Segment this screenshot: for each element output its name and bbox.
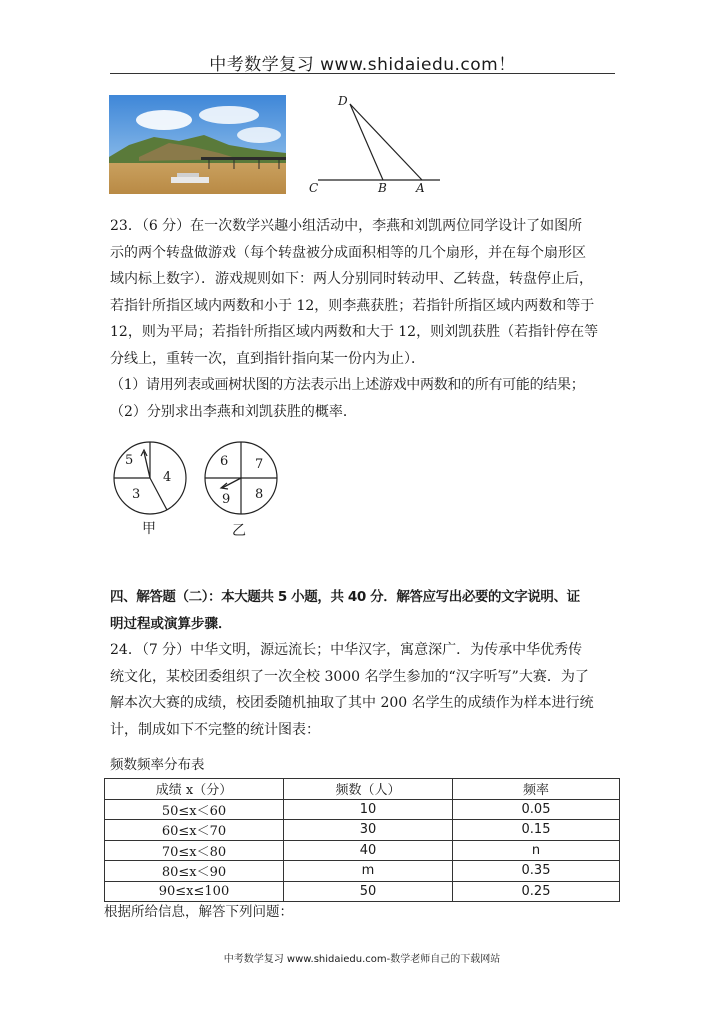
table-cell: 0.15 (453, 820, 620, 841)
table-cell: 0.35 (453, 861, 620, 882)
table-cell: 50≤x＜60 (105, 799, 284, 820)
q24-line: 计，制成如下不完整的统计图表： (110, 721, 320, 738)
q23-line: 若指针所指区域内两数和小于 12，则李燕获胜；若指针所指区域内两数和等于 (110, 297, 595, 314)
q24-line: 解本次大赛的成绩，校团委随机抽取了其中 200 名学生的成绩作为样本进行统 (110, 695, 594, 711)
spinner-yi-number: 7 (255, 457, 264, 472)
q24-line: 24．（7 分）中华文明，源远流长；中华汉字，寓意深广．为传承中华优秀传 (110, 642, 583, 658)
spinner-yi-pointer (222, 478, 241, 488)
spinner-yi-number: 9 (222, 492, 231, 507)
page-header-title: 中考数学复习 www.shidaiedu.com！ (209, 55, 516, 75)
q23-line: 12，则为平局；若指针所指区域内两数和大于 12，则刘凯获胜（若指针停在等 (110, 324, 599, 340)
line-db (350, 104, 383, 180)
page-footer: 中考数学复习 www.shidaiedu.com-数学老师自己的下载网站 (223, 954, 501, 965)
point-label-b: B (378, 181, 387, 195)
table-cell: 30 (284, 820, 453, 841)
question-23 (110, 213, 620, 425)
spinner-jia-number: 5 (125, 453, 134, 468)
table-header-cell: 成绩 x（分） (105, 779, 284, 800)
table-cell: 10 (284, 799, 453, 820)
table-cell: 40 (284, 840, 453, 861)
header-rule (110, 73, 615, 74)
spinners-figure (108, 440, 288, 540)
q23-line: 域内标上数字）．游戏规则如下：两人分别同时转动甲、乙转盘，转盘停止后， (110, 271, 593, 287)
q23-line: （2）分别求出李燕和刘凯获胜的概率． (110, 403, 357, 420)
section-4-title-line: 明过程或演算步骤． (110, 616, 232, 632)
q24-line: 统文化，某校团委组织了一次全校 3000 名学生参加的“汉字听写”大赛．为了 (110, 668, 589, 685)
q23-line: （1）请用列表或画树状图的方法表示出上述游戏中两数和的所有可能的结果； (110, 377, 585, 393)
table-caption: 频数频率分布表 (110, 757, 205, 773)
table-row (105, 799, 620, 820)
point-label-a: A (416, 181, 425, 195)
table-row (105, 840, 620, 861)
spinner-yi-number: 6 (220, 454, 229, 469)
table-cell: 60≤x＜70 (105, 820, 284, 841)
after-table-text: 根据所给信息，解答下列问题： (104, 904, 293, 920)
table-cell: 50 (284, 881, 453, 902)
table-cell: n (453, 840, 620, 861)
geometry-figure (300, 90, 440, 195)
spinner-jia-number: 3 (132, 487, 141, 502)
table-cell: 0.05 (453, 799, 620, 820)
table-cell: m (284, 861, 453, 882)
table-cell: 90≤x≤100 (105, 881, 284, 902)
table-header-row (105, 779, 620, 800)
spinner-yi-number: 8 (255, 487, 264, 502)
table-header-cell: 频数（人） (284, 779, 453, 800)
table-row (105, 861, 620, 882)
table-header-cell: 频率 (453, 779, 620, 800)
spinner-jia-number: 4 (163, 470, 172, 485)
q23-line: 23．（6 分）在一次数学兴趣小组活动中，李燕和刘凯两位同学设计了如图所 (110, 218, 583, 234)
spinner-yi-label: 乙 (232, 523, 246, 539)
point-label-c: C (309, 181, 319, 195)
question-24 (110, 637, 620, 743)
table-row (105, 881, 620, 902)
table-cell: 0.25 (453, 881, 620, 902)
table-row (105, 820, 620, 841)
frequency-table (104, 778, 620, 902)
q23-line: 分线上，重转一次，直到指针指向某一份内为止）． (110, 350, 425, 367)
table-cell: 80≤x＜90 (105, 861, 284, 882)
section-4-title-line: 四、解答题（二）：本大题共 5 小题，共 40 分．解答应写出必要的文字说明、证 (110, 589, 580, 605)
spinner-jia-label: 甲 (142, 521, 156, 537)
point-label-d: D (338, 94, 348, 108)
q23-line: 示的两个转盘做游戏（每个转盘被分成面积相等的几个扇形，并在每个扇形区 (110, 244, 586, 261)
line-da (350, 104, 422, 180)
landscape-photo (109, 95, 286, 194)
table-cell: 70≤x＜80 (105, 840, 284, 861)
section-4-title (110, 584, 622, 638)
